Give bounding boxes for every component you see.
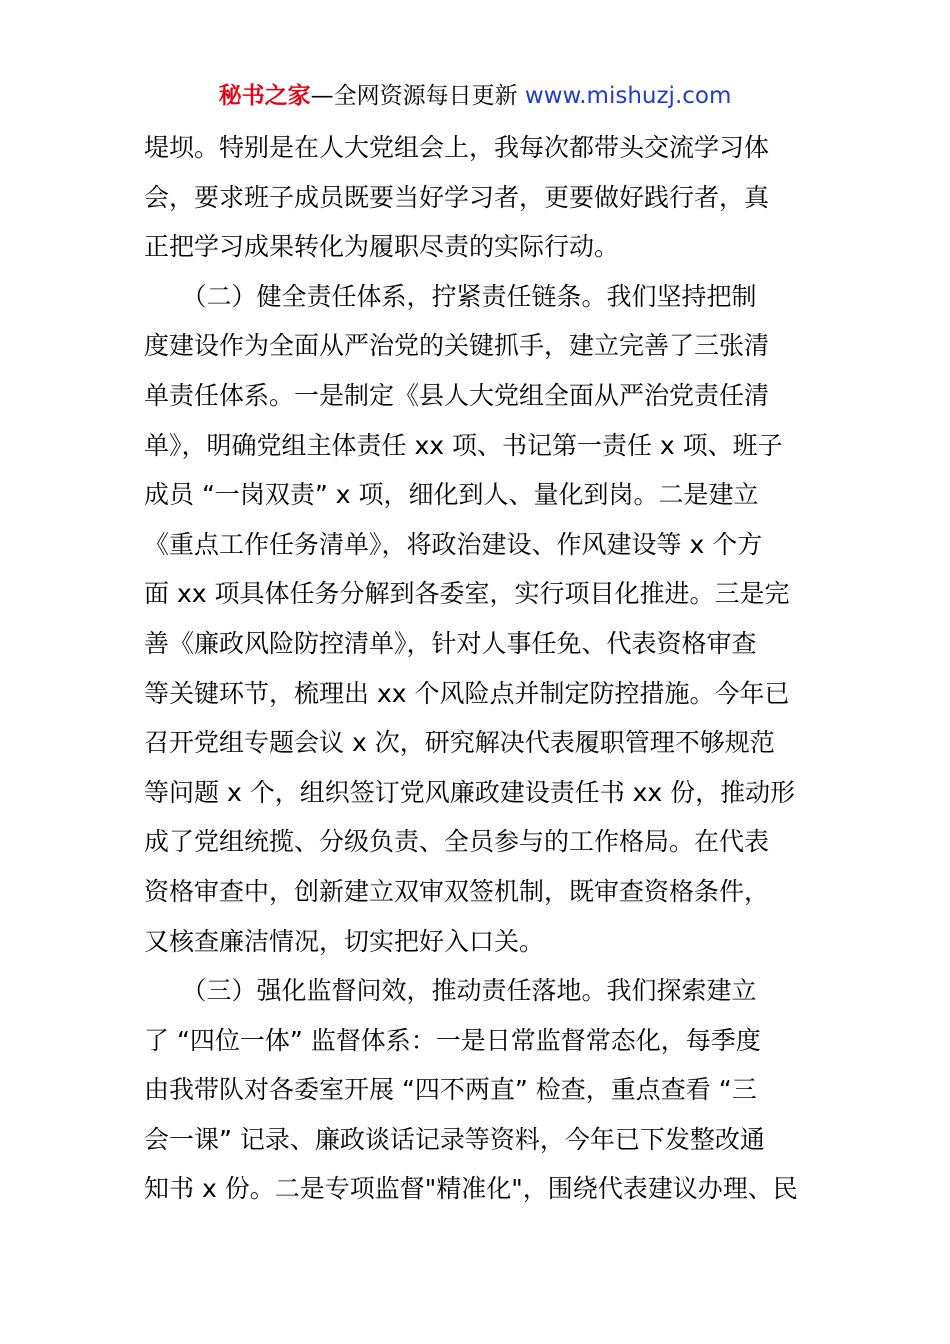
- text-line: 度建设作为全面从严治党的关键抓手，建立完善了三张清: [144, 331, 770, 361]
- site-brand: 秘书之家: [218, 83, 311, 109]
- text-line: 等问题 x 个，组织签订党风廉政建设责任书 xx 份，推动形: [144, 777, 796, 807]
- text-line: 面 xx 项具体任务分解到各委室，实行项目化推进。三是完: [144, 579, 790, 609]
- text-line: 会，要求班子成员既要当好学习者，更要做好践行者，真: [144, 182, 770, 212]
- text-line: 又核查廉洁情况，切实把好入口关。: [144, 926, 545, 956]
- text-line: 知书 x 份。二是专项监督"精准化"，围绕代表建议办理、民: [144, 1174, 798, 1204]
- text-line: 成了党组统揽、分级负责、全员参与的工作格局。在代表: [144, 827, 770, 857]
- text-line: （三）强化监督问效，推动责任落地。我们探索建立: [144, 976, 757, 1006]
- text-line: 堤坝。特别是在人大党组会上，我每次都带头交流学习体: [144, 133, 770, 162]
- document-body: [144, 123, 814, 1214]
- text-line: 正把学习成果转化为履职尽责的实际行动。: [144, 232, 620, 262]
- text-line: 成员 “一岗双责” x 项，细化到人、量化到岗。二是建立: [144, 480, 759, 510]
- text-line: 善《廉政风险防控清单》，针对人事任免、代表资格审查: [144, 628, 757, 658]
- text-line: 《重点工作任务清单》，将政治建设、作风建设等 x 个方: [144, 529, 763, 559]
- text-line: 单》，明确党组主体责任 xx 项、书记第一责任 x 项、班子: [144, 430, 783, 460]
- text-line: 单责任体系。一是制定《县人大党组全面从严治党责任清: [144, 380, 770, 410]
- text-line: 会一课” 记录、廉政谈话记录等资料，今年已下发整改通: [144, 1124, 765, 1154]
- text-line: 等关键环节，梳理出 xx 个风险点并制定防控措施。今年已: [144, 678, 790, 708]
- site-header: [0, 80, 950, 112]
- site-tagline: —全网资源每日更新: [310, 83, 525, 109]
- text-line: 召开党组专题会议 x 次，研究解决代表履职管理不够规范: [144, 728, 775, 758]
- site-url-link[interactable]: www.mishuzj.com: [524, 83, 732, 109]
- text-line: 了 “四位一体” 监督体系：一是日常监督常态化，每季度: [144, 1025, 761, 1055]
- text-line: （二）健全责任体系，拧紧责任链条。我们坚持把制: [144, 281, 757, 311]
- text-line: 由我带队对各委室开展 “四不两直” 检查，重点查看 “三: [144, 1075, 757, 1105]
- text-line: 资格审查中，创新建立双审双签机制，既审查资格条件，: [144, 876, 770, 906]
